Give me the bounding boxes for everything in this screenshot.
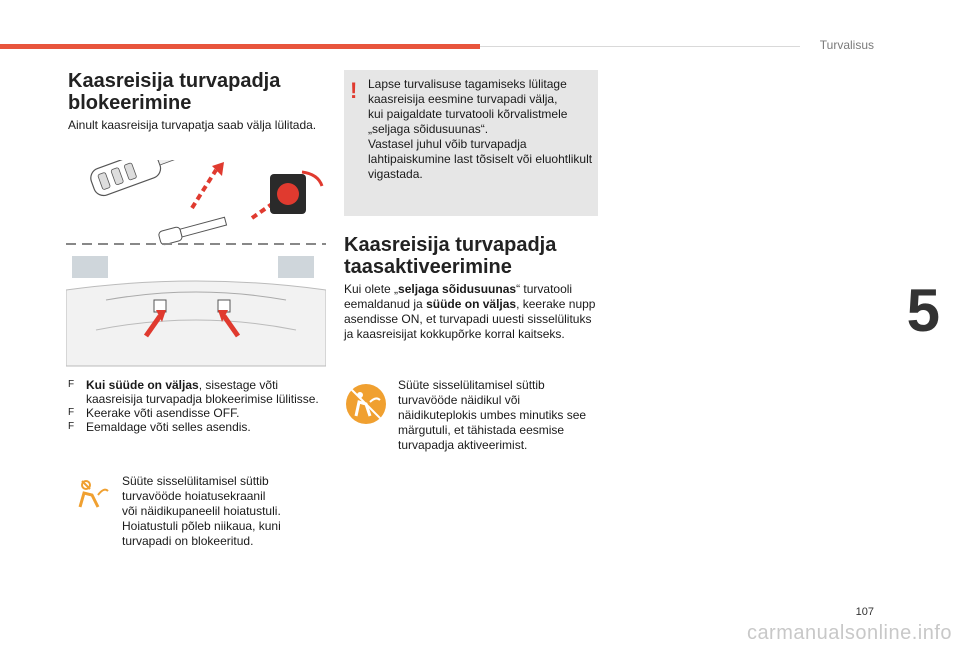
top-divider xyxy=(480,46,800,47)
right-title-line1: Kaasreisija turvapadja xyxy=(344,234,557,256)
note-line: Süüte sisselülitamisel süttib xyxy=(122,474,269,488)
bullet-mark: F xyxy=(68,421,75,432)
warning-line: lahtipaiskumine last tõsiselt või eluohtlikult xyxy=(368,152,593,166)
warning-text xyxy=(368,77,594,182)
instruction-bold: Kui süüde on väljas xyxy=(86,378,199,392)
para-bold: süüde on väljas xyxy=(426,297,517,311)
warning-line: Lapse turvalisuse tagamiseks lülitage xyxy=(368,77,567,91)
warning-line: vigastada. xyxy=(368,167,423,181)
note-line: märgutuli, et tähistada eesmise xyxy=(398,423,565,437)
top-accent-bar xyxy=(0,44,480,49)
note-line: Süüte sisselülitamisel süttib xyxy=(398,378,545,392)
left-instructions xyxy=(68,378,330,434)
note-line: turvavööde hoiatusekraanil xyxy=(122,489,266,503)
warning-line: Vastasel juhul võib turvapadja xyxy=(368,137,527,151)
note-line: turvapadja aktiveerimist. xyxy=(398,438,528,452)
left-title-line2: blokeerimine xyxy=(68,92,192,114)
para-text: “ turvatooli eemaldanud ja xyxy=(344,282,573,311)
airbag-switch-illustration xyxy=(66,160,326,370)
right-title-line2: taasaktiveerimine xyxy=(344,256,512,278)
left-title-line1: Kaasreisija turvapadja xyxy=(68,70,281,92)
section-title: Turvalisus xyxy=(819,38,874,52)
warning-line: kui paigaldate turvatooli kõrvalistmele xyxy=(368,107,568,121)
right-title xyxy=(344,234,556,278)
instruction-item xyxy=(68,378,330,406)
instruction-item xyxy=(68,406,330,420)
airbag-off-icon xyxy=(74,477,110,513)
warning-line: „seljaga sõidusuunas“. xyxy=(368,122,489,136)
bullet-mark: F xyxy=(68,407,75,418)
bullet-mark: F xyxy=(68,379,75,390)
instruction-text: Eemaldage võti selles asendis. xyxy=(86,420,251,434)
para-text: Kui olete „ xyxy=(344,282,399,296)
instruction-item xyxy=(68,420,330,434)
warning-icon: ! xyxy=(350,78,358,103)
note-line: näidikuteplokis umbes minutiks see xyxy=(398,408,587,422)
warning-line: kaasreisija eesmine turvapadi välja, xyxy=(368,92,558,106)
para-bold: seljaga sõidusuunas xyxy=(398,282,517,296)
page-number: 107 xyxy=(855,606,874,618)
instruction-text: Keerake võti asendisse OFF. xyxy=(86,406,240,420)
instruction-text: , sisestage võti kaasreisija turvapadja blokeerimise lülitisse. xyxy=(86,378,319,406)
left-note xyxy=(122,474,322,549)
note-line: Hoiatustuli põleb niikaua, kuni xyxy=(122,519,281,533)
chapter-number: 5 xyxy=(906,277,940,344)
left-intro: Ainult kaasreisija turvapatja saab välja lülitada. xyxy=(68,118,317,132)
watermark: carmanualsonline.info xyxy=(746,622,952,644)
para-text: , keerake nupp asendisse ON, et turvapadi uuesti sisselülituks ja kaasreisijat kokkupõrke korral kaitseks. xyxy=(344,297,596,341)
airbag-on-icon xyxy=(344,382,388,426)
note-line: või näidikupaneelil hoiatustuli. xyxy=(122,504,281,518)
note-line: turvavööde näidikul või xyxy=(398,393,521,407)
left-title xyxy=(68,70,280,114)
note-line: turvapadi on blokeeritud. xyxy=(122,534,254,548)
right-note xyxy=(398,378,598,453)
right-paragraph xyxy=(344,282,600,342)
